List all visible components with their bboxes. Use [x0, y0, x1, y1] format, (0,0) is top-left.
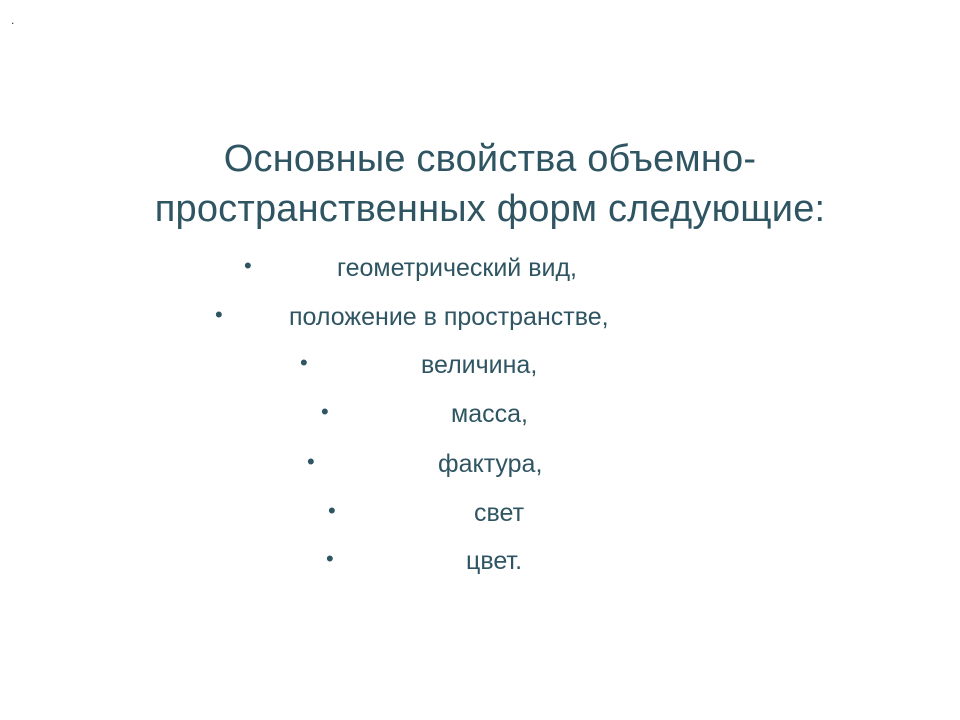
list-item-label: цвет.: [466, 547, 523, 575]
bullet-icon: •: [244, 253, 252, 278]
list-item-label: масса,: [451, 400, 528, 428]
title-line-1: Основные свойства объемно-: [223, 138, 757, 180]
bullet-icon: •: [215, 302, 223, 327]
bullet-icon: •: [300, 350, 308, 375]
list-item-label: свет: [474, 499, 525, 527]
slide-title: [0, 134, 960, 234]
list-item-label: величина,: [421, 351, 538, 379]
bullet-icon: •: [321, 399, 329, 424]
list-item-label: фактура,: [438, 450, 543, 478]
bullet-icon: •: [307, 449, 315, 474]
corner-mark: .: [11, 13, 15, 27]
bullet-icon: •: [328, 498, 336, 523]
list-item-label: положение в пространстве,: [289, 303, 609, 331]
title-line-2: пространственных форм следующие:: [154, 188, 826, 230]
bullet-icon: •: [326, 546, 334, 571]
list-item-label: геометрический вид,: [337, 254, 577, 282]
